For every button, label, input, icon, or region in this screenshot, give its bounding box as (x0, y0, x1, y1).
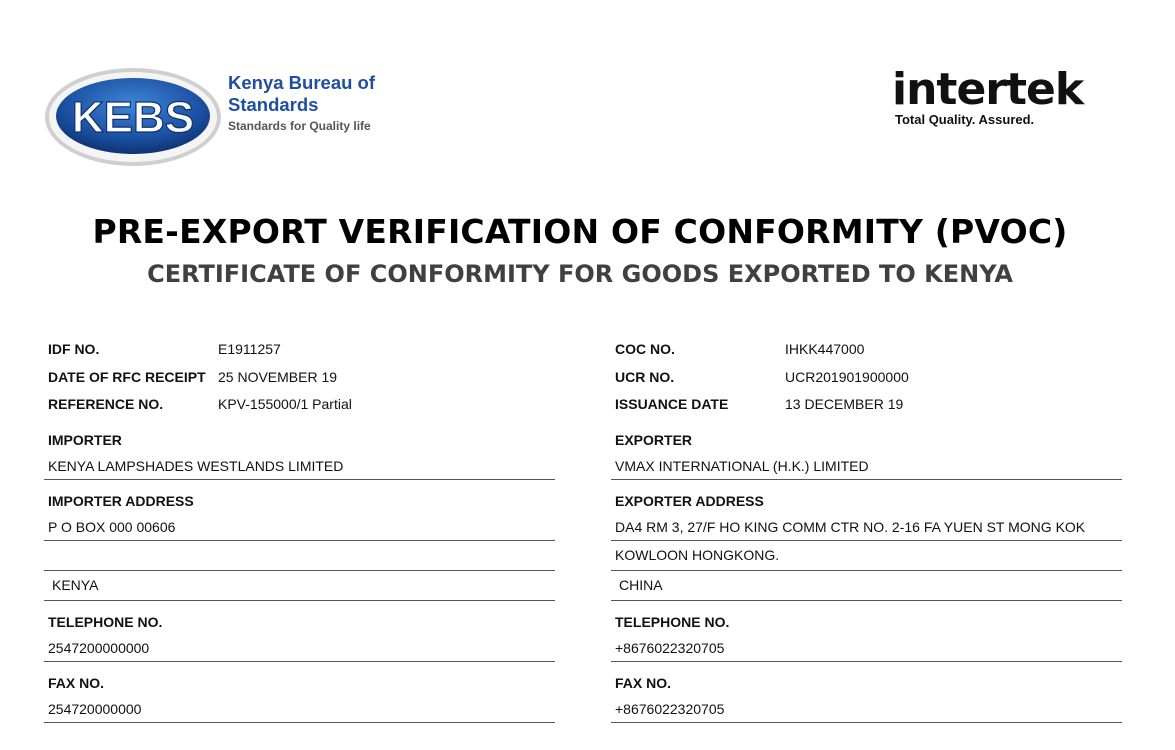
importer-fax-value: 254720000000 (44, 696, 555, 723)
rfc-label: DATE OF RFC RECEIPT (48, 368, 206, 385)
coc-label: COC NO. (615, 341, 675, 357)
issuance-value: 13 DECEMBER 19 (785, 396, 904, 412)
kebs-tagline: Standards for Quality life (228, 119, 371, 133)
coc-value: IHKK447000 (785, 341, 865, 357)
document-subtitle: CERTIFICATE OF CONFORMITY FOR GOODS EXPORTED TO KENYA (147, 260, 1013, 288)
exporter-label: EXPORTER (615, 431, 693, 448)
kebs-acronym: KEBS (71, 93, 195, 142)
issuance-row (611, 391, 1122, 419)
kebs-name-line2: Standards (228, 94, 319, 115)
exporter-telephone-value: +8676022320705 (611, 635, 1122, 662)
ucr-value: UCR201901900000 (785, 368, 909, 385)
importer-column (44, 336, 555, 723)
exporter-telephone-label: TELEPHONE NO. (615, 613, 730, 630)
idf-label: IDF NO. (48, 341, 100, 357)
exporter-fax-value: +8676022320705 (611, 696, 1122, 723)
intertek-wordmark: intertek (892, 64, 1084, 115)
importer-address-line2 (44, 541, 555, 571)
kebs-logo (44, 66, 389, 168)
importer-value: KENYA LAMPSHADES WESTLANDS LIMITED (44, 453, 555, 480)
exporter-fax-label: FAX NO. (615, 674, 672, 691)
kebs-emblem-icon (44, 66, 224, 168)
ucr-label: UCR NO. (615, 368, 675, 385)
reference-value: KPV-155000/1 Partial (218, 396, 352, 412)
importer-address-label: IMPORTER ADDRESS (48, 492, 194, 509)
document-title: PRE-EXPORT VERIFICATION OF CONFORMITY (PVOC) (92, 212, 1068, 251)
rfc-row (44, 364, 555, 392)
exporter-value: VMAX INTERNATIONAL (H.K.) LIMITED (611, 453, 1122, 480)
reference-label: REFERENCE NO. (48, 396, 164, 412)
rfc-value: 25 NOVEMBER 19 (218, 368, 338, 385)
importer-telephone-value: 2547200000000 (44, 635, 555, 662)
intertek-tagline: Total Quality. Assured. (895, 112, 1035, 127)
importer-telephone-label: TELEPHONE NO. (48, 613, 163, 630)
coc-row (611, 336, 1122, 364)
idf-value: E1911257 (218, 341, 281, 357)
exporter-address-line1: DA4 RM 3, 27/F HO KING COMM CTR NO. 2-16 FA YUEN ST MONG KOK (611, 514, 1122, 541)
issuance-label: ISSUANCE DATE (615, 396, 729, 412)
kebs-name-line1: Kenya Bureau of (228, 72, 376, 93)
importer-address-line1: P O BOX 000 00606 (44, 514, 555, 541)
reference-row (44, 391, 555, 419)
importer-label: IMPORTER (48, 431, 122, 448)
importer-address-line3: KENYA (44, 571, 555, 601)
importer-fax-label: FAX NO. (48, 674, 105, 691)
intertek-logo (892, 66, 1102, 138)
ucr-row (611, 364, 1122, 392)
exporter-column (611, 336, 1122, 723)
exporter-address-line2: KOWLOON HONGKONG. (611, 541, 1122, 571)
exporter-address-line3: CHINA (611, 571, 1122, 601)
idf-row (44, 336, 555, 364)
exporter-address-label: EXPORTER ADDRESS (615, 492, 764, 509)
